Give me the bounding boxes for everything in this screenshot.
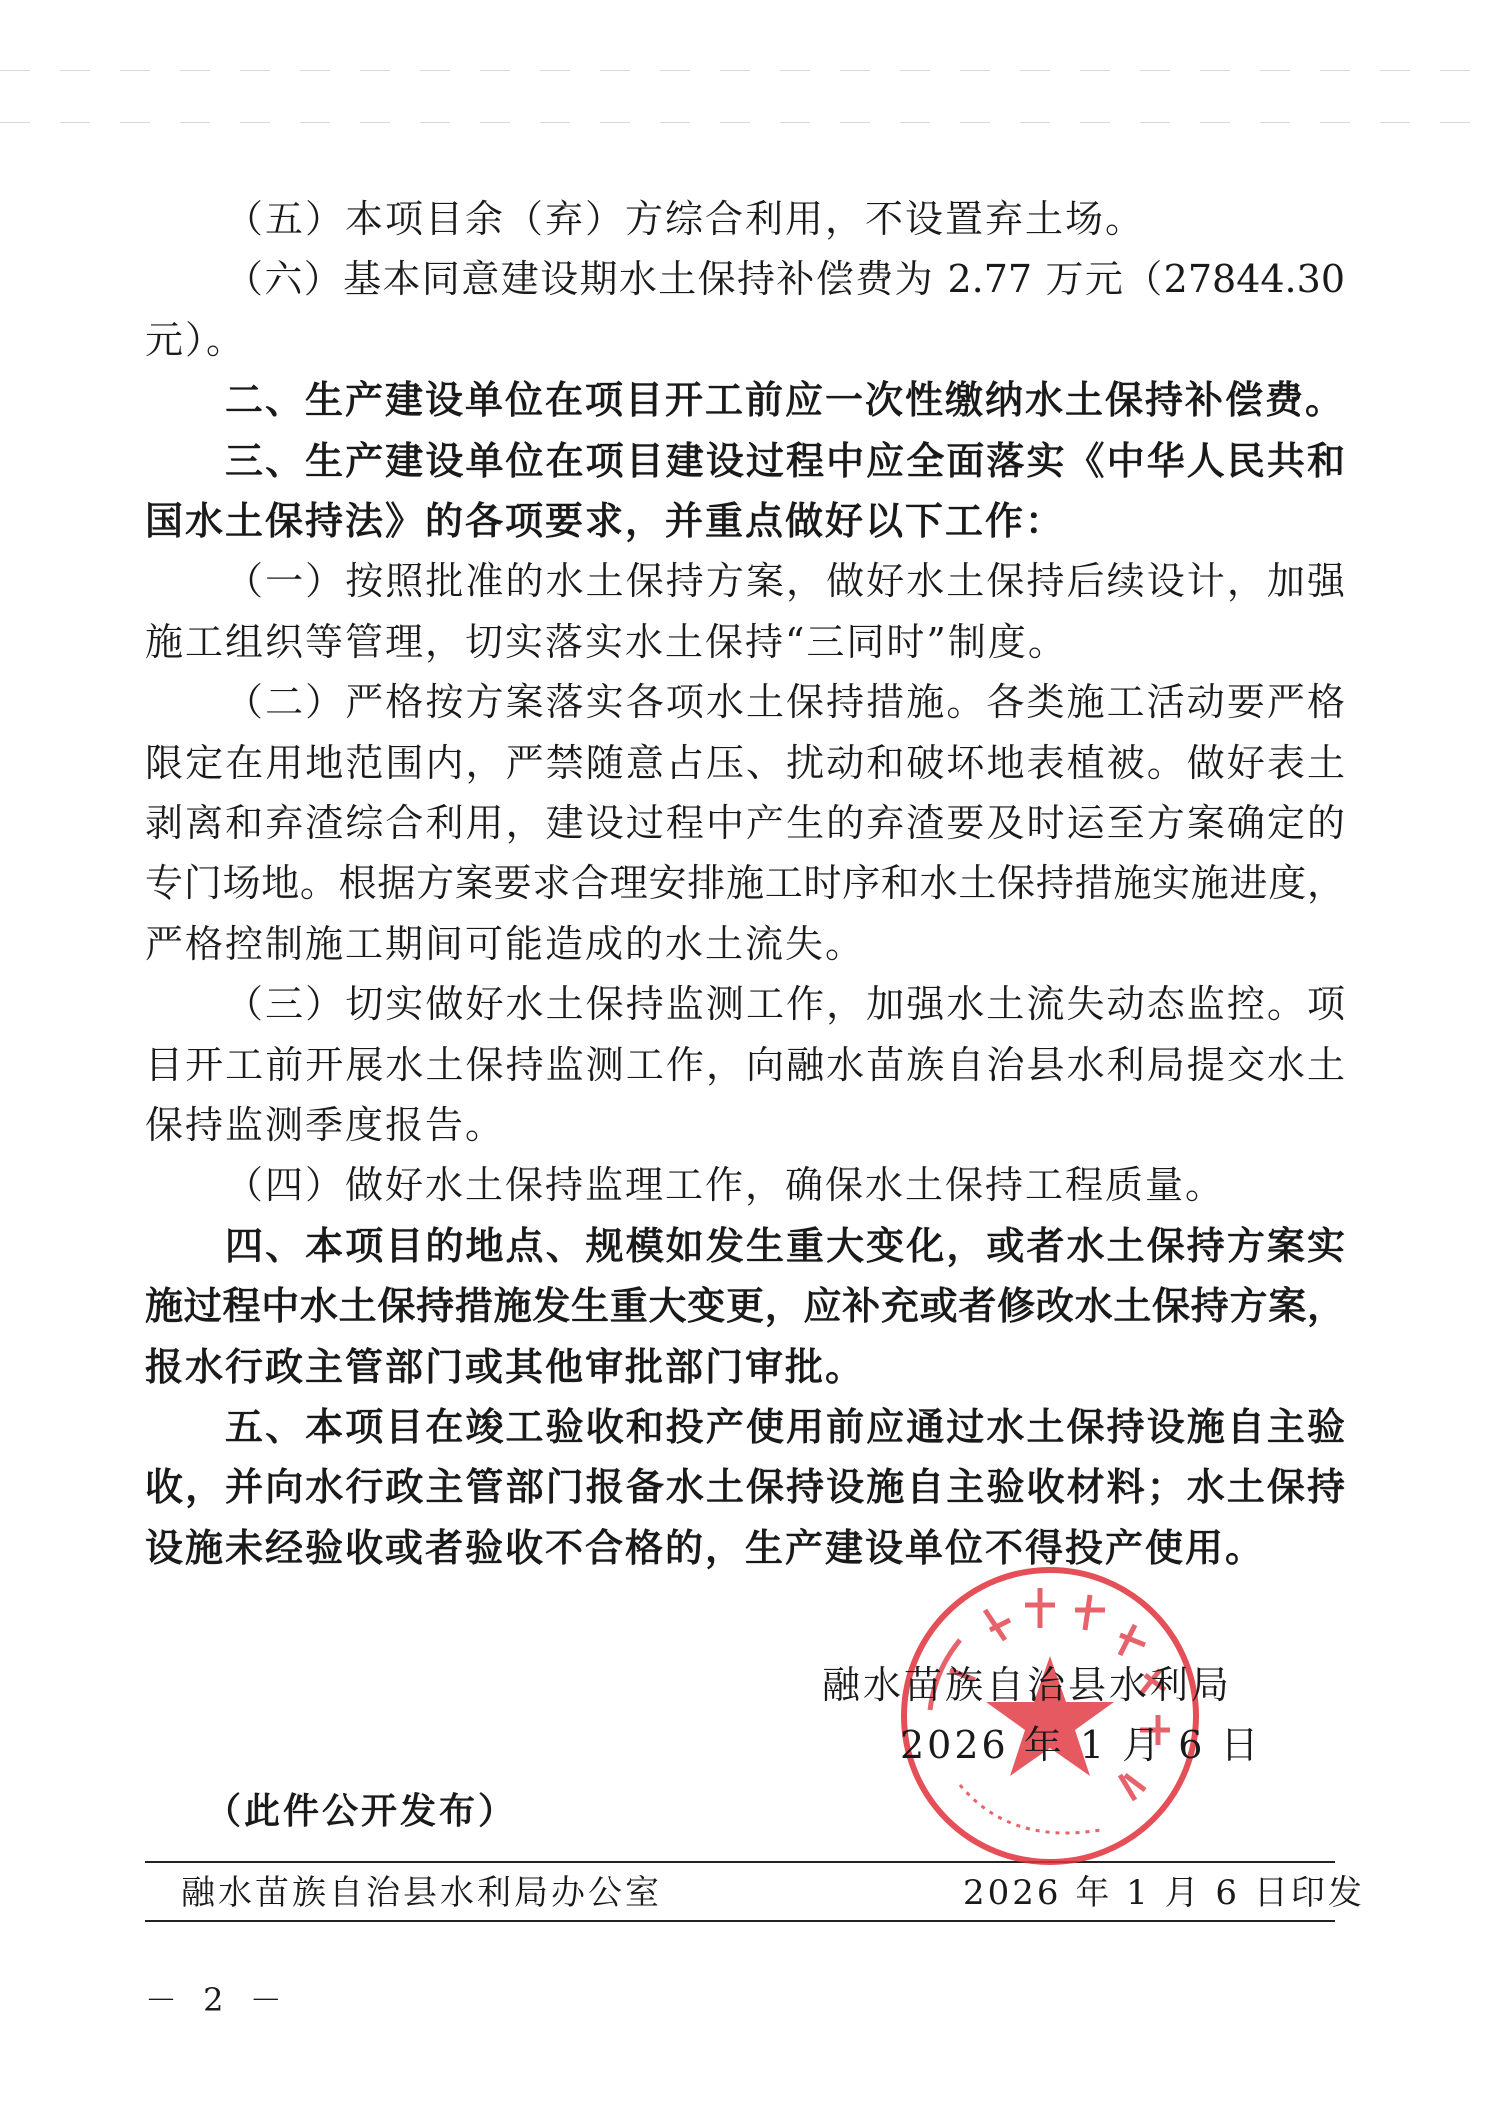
text-line: （一）按照批准的水土保持方案，做好水土保持后续设计，加强 — [225, 559, 1345, 604]
signature-date: 2026 年 1 月 6 日 — [900, 1723, 1262, 1767]
text-line: 施过程中水土保持措施发生重大变更，应补充或者修改水土保持方案， — [145, 1284, 1345, 1329]
text-line: 报水行政主管部门或其他审批部门审批。 — [145, 1344, 866, 1389]
text-line: 剥离和弃渣综合利用，建设过程中产生的弃渣要及时运至方案确定的 — [145, 801, 1345, 845]
text-line: （六）基本同意建设期水土保持补偿费为 2.77 万元（27844.30 — [225, 257, 1345, 302]
official-seal — [890, 1560, 1210, 1880]
scan-artifact — [0, 70, 1487, 71]
text-line: 元）。 — [145, 317, 247, 362]
footer-bottom-rule — [145, 1920, 1335, 1922]
page-number: － 2 － — [145, 1981, 290, 2019]
text-line: 设施未经验收或者验收不合格的，生产建设单位不得投产使用。 — [145, 1525, 1266, 1570]
public-release-note: （此件公开发布） — [205, 1791, 518, 1832]
text-line: （五）本项目余（弃）方综合利用，不设置弃土场。 — [225, 197, 1146, 241]
text-line: 国水土保持法》的各项要求，并重点做好以下工作： — [145, 499, 1066, 543]
text-line: （二）严格按方案落实各项水土保持措施。各类施工活动要严格 — [225, 680, 1345, 725]
text-line: 保持监测季度报告。 — [145, 1103, 506, 1147]
text-line: 二、生产建设单位在项目开工前应一次性缴纳水土保持补偿费。 — [225, 378, 1346, 423]
text-line: （四）做好水土保持监理工作，确保水土保持工程质量。 — [225, 1163, 1226, 1208]
text-line: 严格控制施工期间可能造成的水土流失。 — [145, 921, 866, 966]
text-line: 四、本项目的地点、规模如发生重大变化，或者水土保持方案实 — [225, 1223, 1345, 1268]
print-date: 2026 年 1 月 6 日印发 — [963, 1873, 1365, 1913]
text-line: 五、本项目在竣工验收和投产使用前应通过水土保持设施自主验 — [225, 1405, 1345, 1449]
text-line: 专门场地。根据方案要求合理安排施工时序和水土保持措施实施进度， — [145, 861, 1345, 906]
scan-artifact — [0, 122, 1487, 123]
issuing-office: 融水苗族自治县水利局办公室 — [181, 1873, 662, 1913]
issuer-signature: 融水苗族自治县水利局 — [822, 1663, 1233, 1707]
text-line: 目开工前开展水土保持监测工作，向融水苗族自治县水利局提交水土 — [145, 1042, 1345, 1087]
text-line: 三、生产建设单位在项目建设过程中应全面落实《中华人民共和 — [225, 438, 1345, 483]
text-line: 限定在用地范围内，严禁随意占压、扰动和破坏地表植被。做好表土 — [145, 740, 1345, 785]
text-line: 施工组织等管理，切实落实水土保持“三同时”制度。 — [145, 619, 1068, 664]
text-line: （三）切实做好水土保持监测工作，加强水土流失动态监控。项 — [225, 982, 1345, 1027]
text-line: 收，并向水行政主管部门报备水土保持设施自主验收材料；水土保持 — [145, 1465, 1345, 1510]
